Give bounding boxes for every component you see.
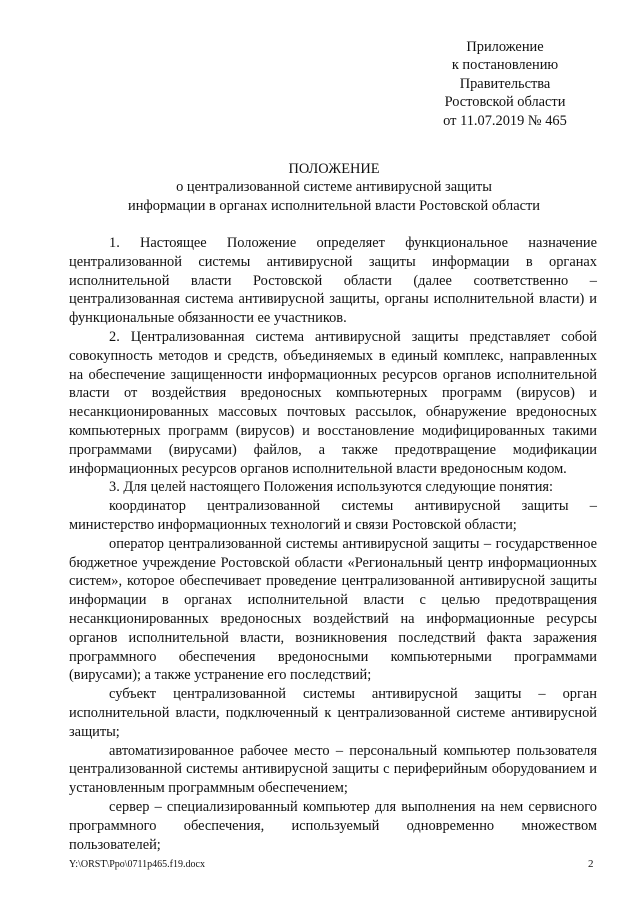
paragraph: субъект централизованной системы антивирусной защиты – орган исполнительной власти, подключенный к централизованной системе антивирусной защиты; — [69, 686, 597, 740]
paragraph: координатор централизованной системы антивирусной защиты – министерство информационных технологий и связи Ростовской области; — [69, 498, 597, 533]
document-title-block — [60, 160, 608, 215]
document-subtitle-line: о централизованной системе антивирусной защиты — [176, 179, 492, 196]
appendix-header — [410, 38, 600, 130]
appendix-line: к постановлению — [451, 57, 559, 74]
appendix-line: Ростовской области — [444, 94, 566, 111]
document-subtitle-line: информации в органах исполнительной власти Ростовской области — [128, 197, 540, 214]
page-number: 2 — [588, 858, 594, 870]
paragraph: автоматизированное рабочее место – персональный компьютер пользователя централизованной системы антивирусной защиты с периферийным оборудованием и установленным программным обеспечением; — [69, 742, 597, 797]
appendix-line: Правительства — [459, 75, 551, 92]
document-body — [69, 234, 597, 854]
appendix-line: от 11.07.2019 № 465 — [443, 112, 567, 129]
paragraph: 2. Централизованная система антивирусной защиты представляет собой совокупность методов и средств, объединяемых в единый комплекс, направленных на обеспечение защищенности информационных ресурсов органов исполнительной власти от воздействия вредоносных компьютерных программ (вирусов) и несанкционированных массовых почтовых рассылок, обнаружение вредоносных компьютерных программ (вирусов) и восстановление модифицированных такими программами (вирусами) файлов, а также предотвращение модификации информационных ресурсов органов исполнительной власти вредоносным кодом. — [69, 328, 597, 477]
document-title: ПОЛОЖЕНИЕ — [288, 161, 380, 177]
paragraph: сервер – специализированный компьютер для выполнения на нем сервисного программного обеспечения, используемый одновременно множеством пользователей; — [69, 798, 597, 853]
paragraph: 3. Для целей настоящего Положения используются следующие понятия: — [109, 479, 554, 496]
appendix-line: Приложение — [466, 39, 544, 55]
footer-file-path: Y:\ORST\Ppo\0711p465.f19.docx — [69, 859, 205, 870]
paragraph: 1. Настоящее Положение определяет функциональное назначение централизованной системы антивирусной защиты информации в органах исполнительной власти Ростовской области (далее соответственно – централизованная система антивирусной защиты, органы исполнительной власти) и функциональные обязанности ее участников. — [69, 235, 597, 327]
paragraph: оператор централизованной системы антивирусной защиты – государственное бюджетное учреждение Ростовской области «Региональный центр информационных систем», которое обеспечивает проведение централизованной антивирусной защиты информации в органах исполнительной власти с целью предотвращения несанкционированных вредоносных воздействий на информационные ресурсы органов исполнительной власти, возникновения последствий факта заражения программного обеспечения вредоносными компьютерными программами (вирусами); а также устранение его последствий; — [69, 535, 597, 684]
